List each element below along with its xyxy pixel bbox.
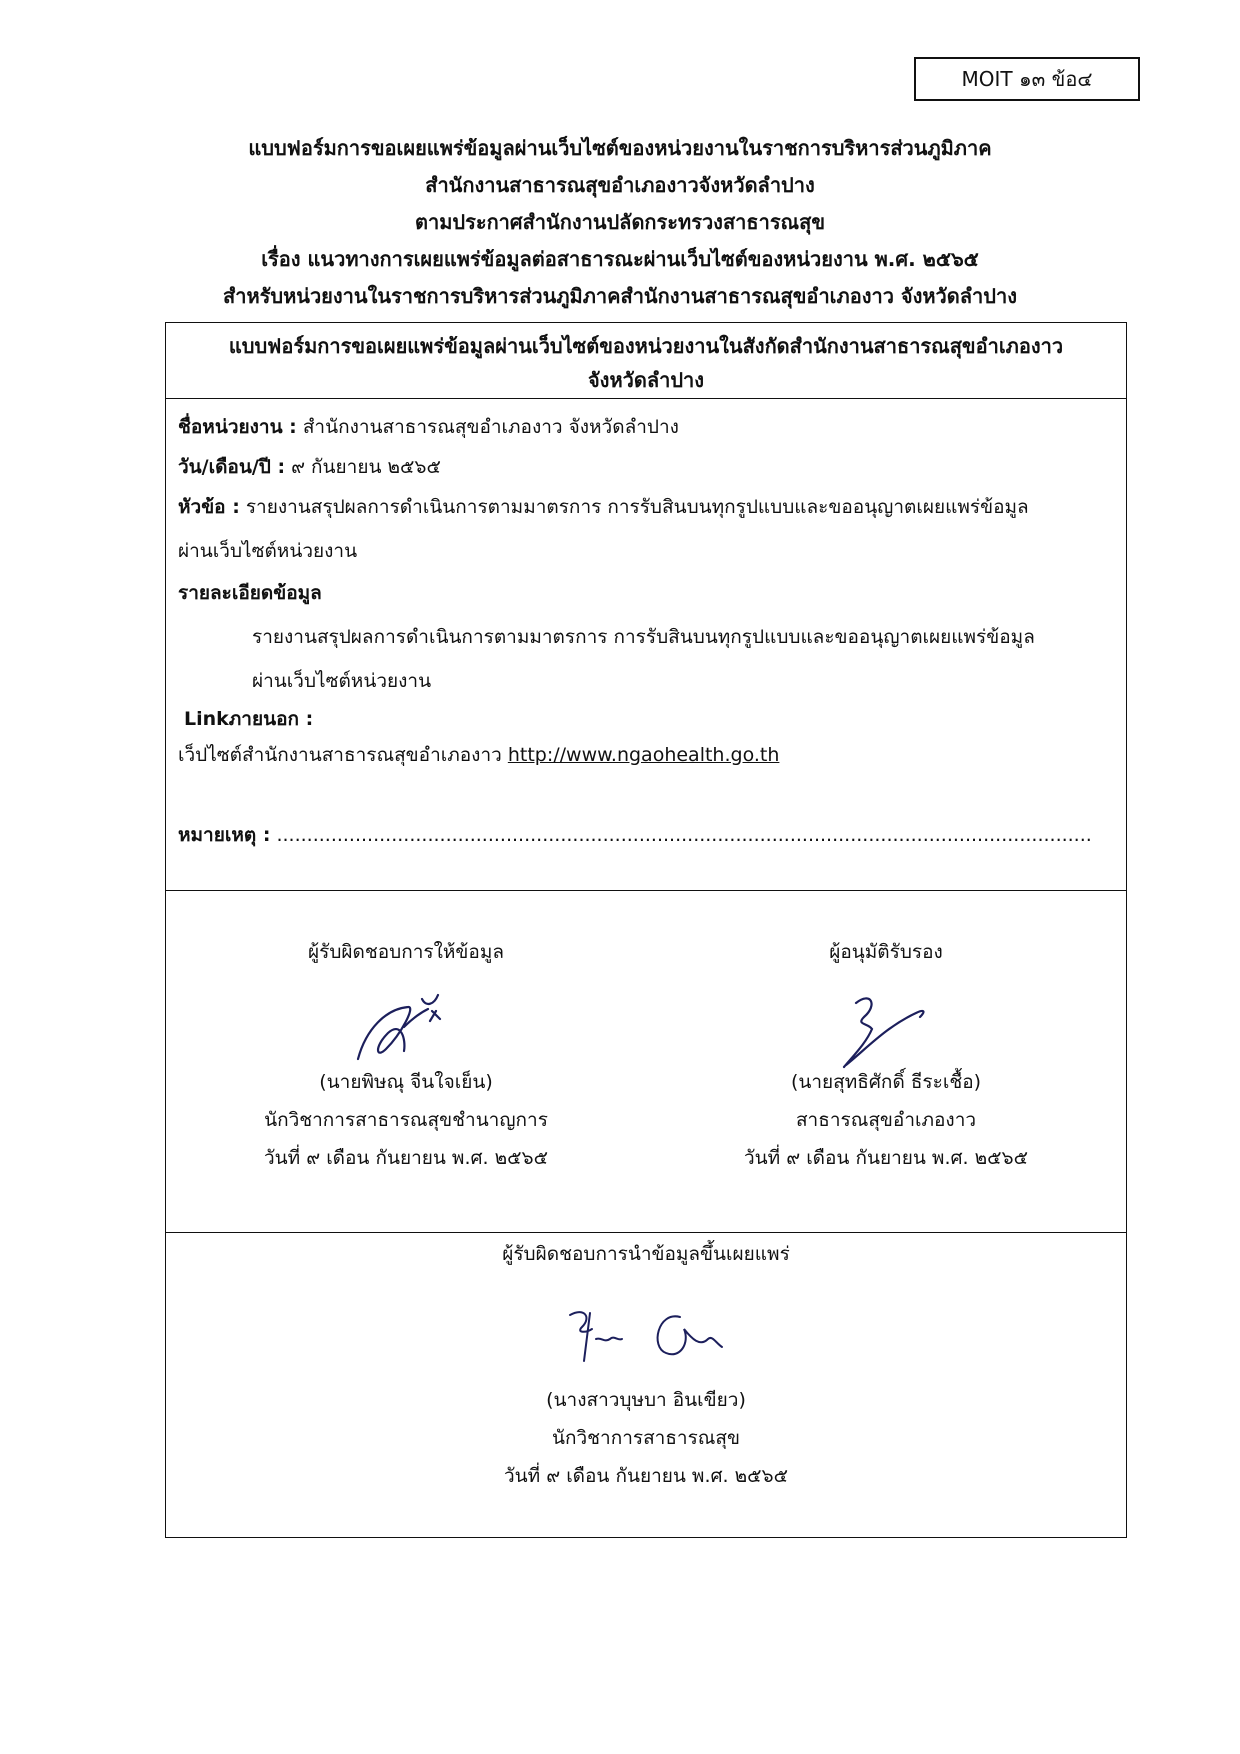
note-label: หมายเหตุ :: [178, 824, 271, 846]
form-title-line-1: แบบฟอร์มการขอเผยแพร่ข้อมูลผ่านเว็บไซต์ของหน่วยงานในสังกัดสำนักงานสาธารณสุขอำเภองาว: [228, 334, 1064, 358]
publisher-signature: [562, 1303, 732, 1373]
publisher-role: ผู้รับผิดชอบการนำข้อมูลขึ้นเผยแพร่: [502, 1243, 790, 1265]
provider-name: (นายพิษณุ จีนใจเย็น): [319, 1071, 493, 1093]
approver-date: วันที่ ๙ เดือน กันยายน พ.ศ. ๒๕๖๕: [744, 1147, 1028, 1169]
header-line-5: สำหรับหน่วยงานในราชการบริหารส่วนภูมิภาคสำนักงานสาธารณสุขอำเภองาว จังหวัดลำปาง: [223, 284, 1017, 308]
details-line-2: ผ่านเว็บไซต์หน่วยงาน: [252, 670, 432, 692]
document-header: [150, 130, 1090, 315]
external-link-label: Linkภายนอก :: [184, 708, 314, 730]
header-line-2: สำนักงานสาธารณสุขอำเภองาวจังหวัดลำปาง: [425, 173, 815, 197]
provider-position: นักวิชาการสาธารณสุขชำนาญการ: [264, 1109, 548, 1131]
approver-name: (นายสุทธิศักดิ์ ธีระเชื้อ): [790, 1071, 982, 1093]
date-label: วัน/เดือน/ปี :: [178, 456, 286, 478]
publisher-section: [166, 1233, 1126, 1537]
form-table: [165, 322, 1127, 1538]
date-row: [178, 449, 441, 485]
approver-role: ผู้อนุมัติรับรอง: [829, 941, 943, 963]
publisher-name: (นางสาวบุษบา อินเขียว): [546, 1389, 746, 1411]
document-code-box: MOIT ๑๓ ข้อ๔: [914, 57, 1140, 101]
website-link[interactable]: http://www.ngaohealth.go.th: [507, 744, 780, 766]
signature-section: [166, 891, 1126, 1233]
approver-position: สาธารณสุขอำเภองาว: [795, 1109, 977, 1131]
topic-value: รายงานสรุปผลการดำเนินการตามมาตรการ การรับสินบนทุกรูปแบบและขออนุญาตเผยแพร่ข้อมูล: [239, 496, 1029, 518]
form-title: [166, 323, 1126, 399]
approver-signature: [816, 983, 936, 1073]
publisher-position: นักวิชาการสาธารณสุข: [551, 1427, 741, 1449]
provider-date: วันที่ ๙ เดือน กันยายน พ.ศ. ๒๕๖๕: [264, 1147, 548, 1169]
external-link-row: [178, 737, 779, 773]
provider-role: ผู้รับผิดชอบการให้ข้อมูล: [308, 941, 504, 963]
agency-label: ชื่อหน่วยงาน :: [178, 416, 297, 438]
details-label: รายละเอียดข้อมูล: [178, 582, 322, 604]
note-row: [178, 817, 1092, 853]
topic-row: [178, 489, 1029, 525]
topic-value-continued: ผ่านเว็บไซต์หน่วยงาน: [178, 540, 358, 562]
agency-row: [178, 409, 679, 445]
agency-value: สำนักงานสาธารณสุขอำเภองาว จังหวัดลำปาง: [296, 416, 679, 438]
date-value: ๙ กันยายน ๒๕๖๕: [285, 456, 441, 478]
provider-signature: [346, 989, 456, 1069]
publisher-date: วันที่ ๙ เดือน กันยายน พ.ศ. ๒๕๖๕: [504, 1465, 788, 1487]
form-title-line-2: จังหวัดลำปาง: [587, 368, 705, 392]
header-line-4: เรื่อง แนวทางการเผยแพร่ข้อมูลต่อสาธารณะผ่านเว็บไซต์ของหน่วยงาน พ.ศ. ๒๕๖๕: [261, 247, 979, 271]
header-line-3: ตามประกาศสำนักงานปลัดกระทรวงสาธารณสุข: [414, 210, 825, 234]
topic-label: หัวข้อ :: [178, 496, 240, 518]
website-label: เว็ปไซต์สำนักงานสาธารณสุขอำเภองาว: [178, 744, 508, 766]
header-line-1: แบบฟอร์มการขอเผยแพร่ข้อมูลผ่านเว็บไซต์ของหน่วยงานในราชการบริหารส่วนภูมิภาค: [248, 136, 992, 160]
details-line-1: รายงานสรุปผลการดำเนินการตามมาตรการ การรับสินบนทุกรูปแบบและขออนุญาตเผยแพร่ข้อมูล: [252, 626, 1035, 648]
info-section: [166, 399, 1126, 891]
note-dots: .......................................................................................................................................: [270, 824, 1092, 846]
